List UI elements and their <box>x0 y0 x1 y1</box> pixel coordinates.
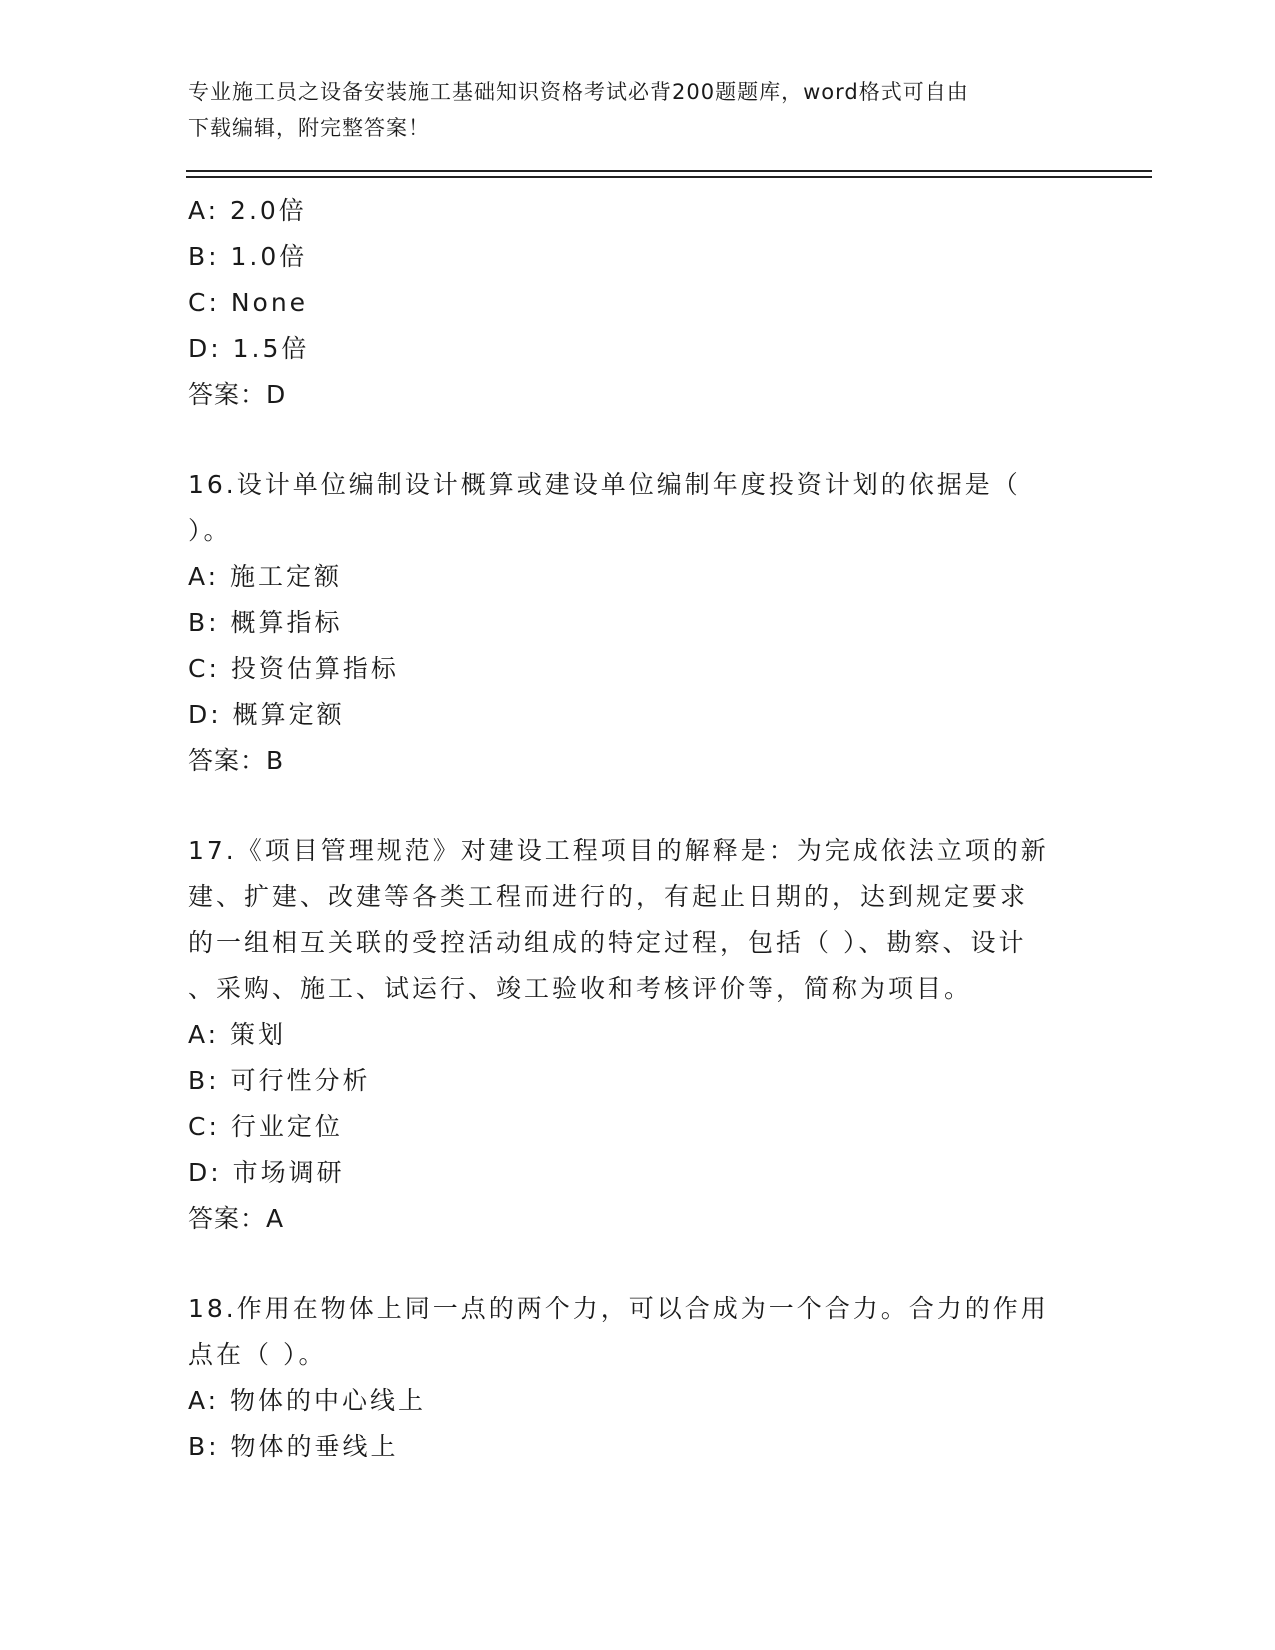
question-15 <box>188 188 1088 418</box>
option-b: B: 1.0倍 <box>188 242 308 271</box>
option-b: B: 概算指标 <box>188 608 343 637</box>
header-title-line-2: 下载编辑，附完整答案！ <box>188 116 430 140</box>
question-list <box>188 188 1088 1470</box>
option-a: A: 施工定额 <box>188 562 343 591</box>
option-a: A: 2.0倍 <box>188 196 307 225</box>
question-stem-line: 建、扩建、改建等各类工程而进行的，有起止日期的，达到规定要求 <box>188 882 1029 911</box>
option-b: B: 物体的垂线上 <box>188 1432 399 1461</box>
option-d: D: 1.5倍 <box>188 334 310 363</box>
option-c: C: 行业定位 <box>188 1112 343 1141</box>
option-d: D: 概算定额 <box>188 700 345 729</box>
question-18 <box>188 1286 1088 1470</box>
option-c: C: 投资估算指标 <box>188 654 399 683</box>
question-stem-line: 17.《项目管理规范》对建设工程项目的解释是：为完成依法立项的新 <box>188 836 1049 865</box>
header-title-line-1: 专业施工员之设备安装施工基础知识资格考试必背200题题库，word格式可自由 <box>188 80 969 104</box>
question-stem-line: 点在（ ）。 <box>188 1340 327 1369</box>
answer: 答案：D <box>188 380 287 409</box>
option-b: B: 可行性分析 <box>188 1066 371 1095</box>
answer: 答案：A <box>188 1204 285 1233</box>
header-divider-bottom <box>186 176 1152 178</box>
question-stem-line: 、采购、施工、试运行、竣工验收和考核评价等，简称为项目。 <box>188 974 973 1003</box>
question-stem-line: 16.设计单位编制设计概算或建设单位编制年度投资计划的依据是（ <box>188 470 1021 499</box>
question-stem-line: ）。 <box>188 516 232 545</box>
question-17 <box>188 828 1088 1242</box>
option-a: A: 物体的中心线上 <box>188 1386 427 1415</box>
page-header <box>188 74 1088 146</box>
question-16 <box>188 462 1088 784</box>
option-d: D: 市场调研 <box>188 1158 345 1187</box>
question-stem-line: 的一组相互关联的受控活动组成的特定过程，包括（ ）、勘察、设计 <box>188 928 1027 957</box>
option-a: A: 策划 <box>188 1020 287 1049</box>
option-c: C: None <box>188 288 309 317</box>
header-divider-top <box>186 170 1152 172</box>
question-stem-line: 18.作用在物体上同一点的两个力，可以合成为一个合力。合力的作用 <box>188 1294 1049 1323</box>
answer: 答案：B <box>188 746 285 775</box>
